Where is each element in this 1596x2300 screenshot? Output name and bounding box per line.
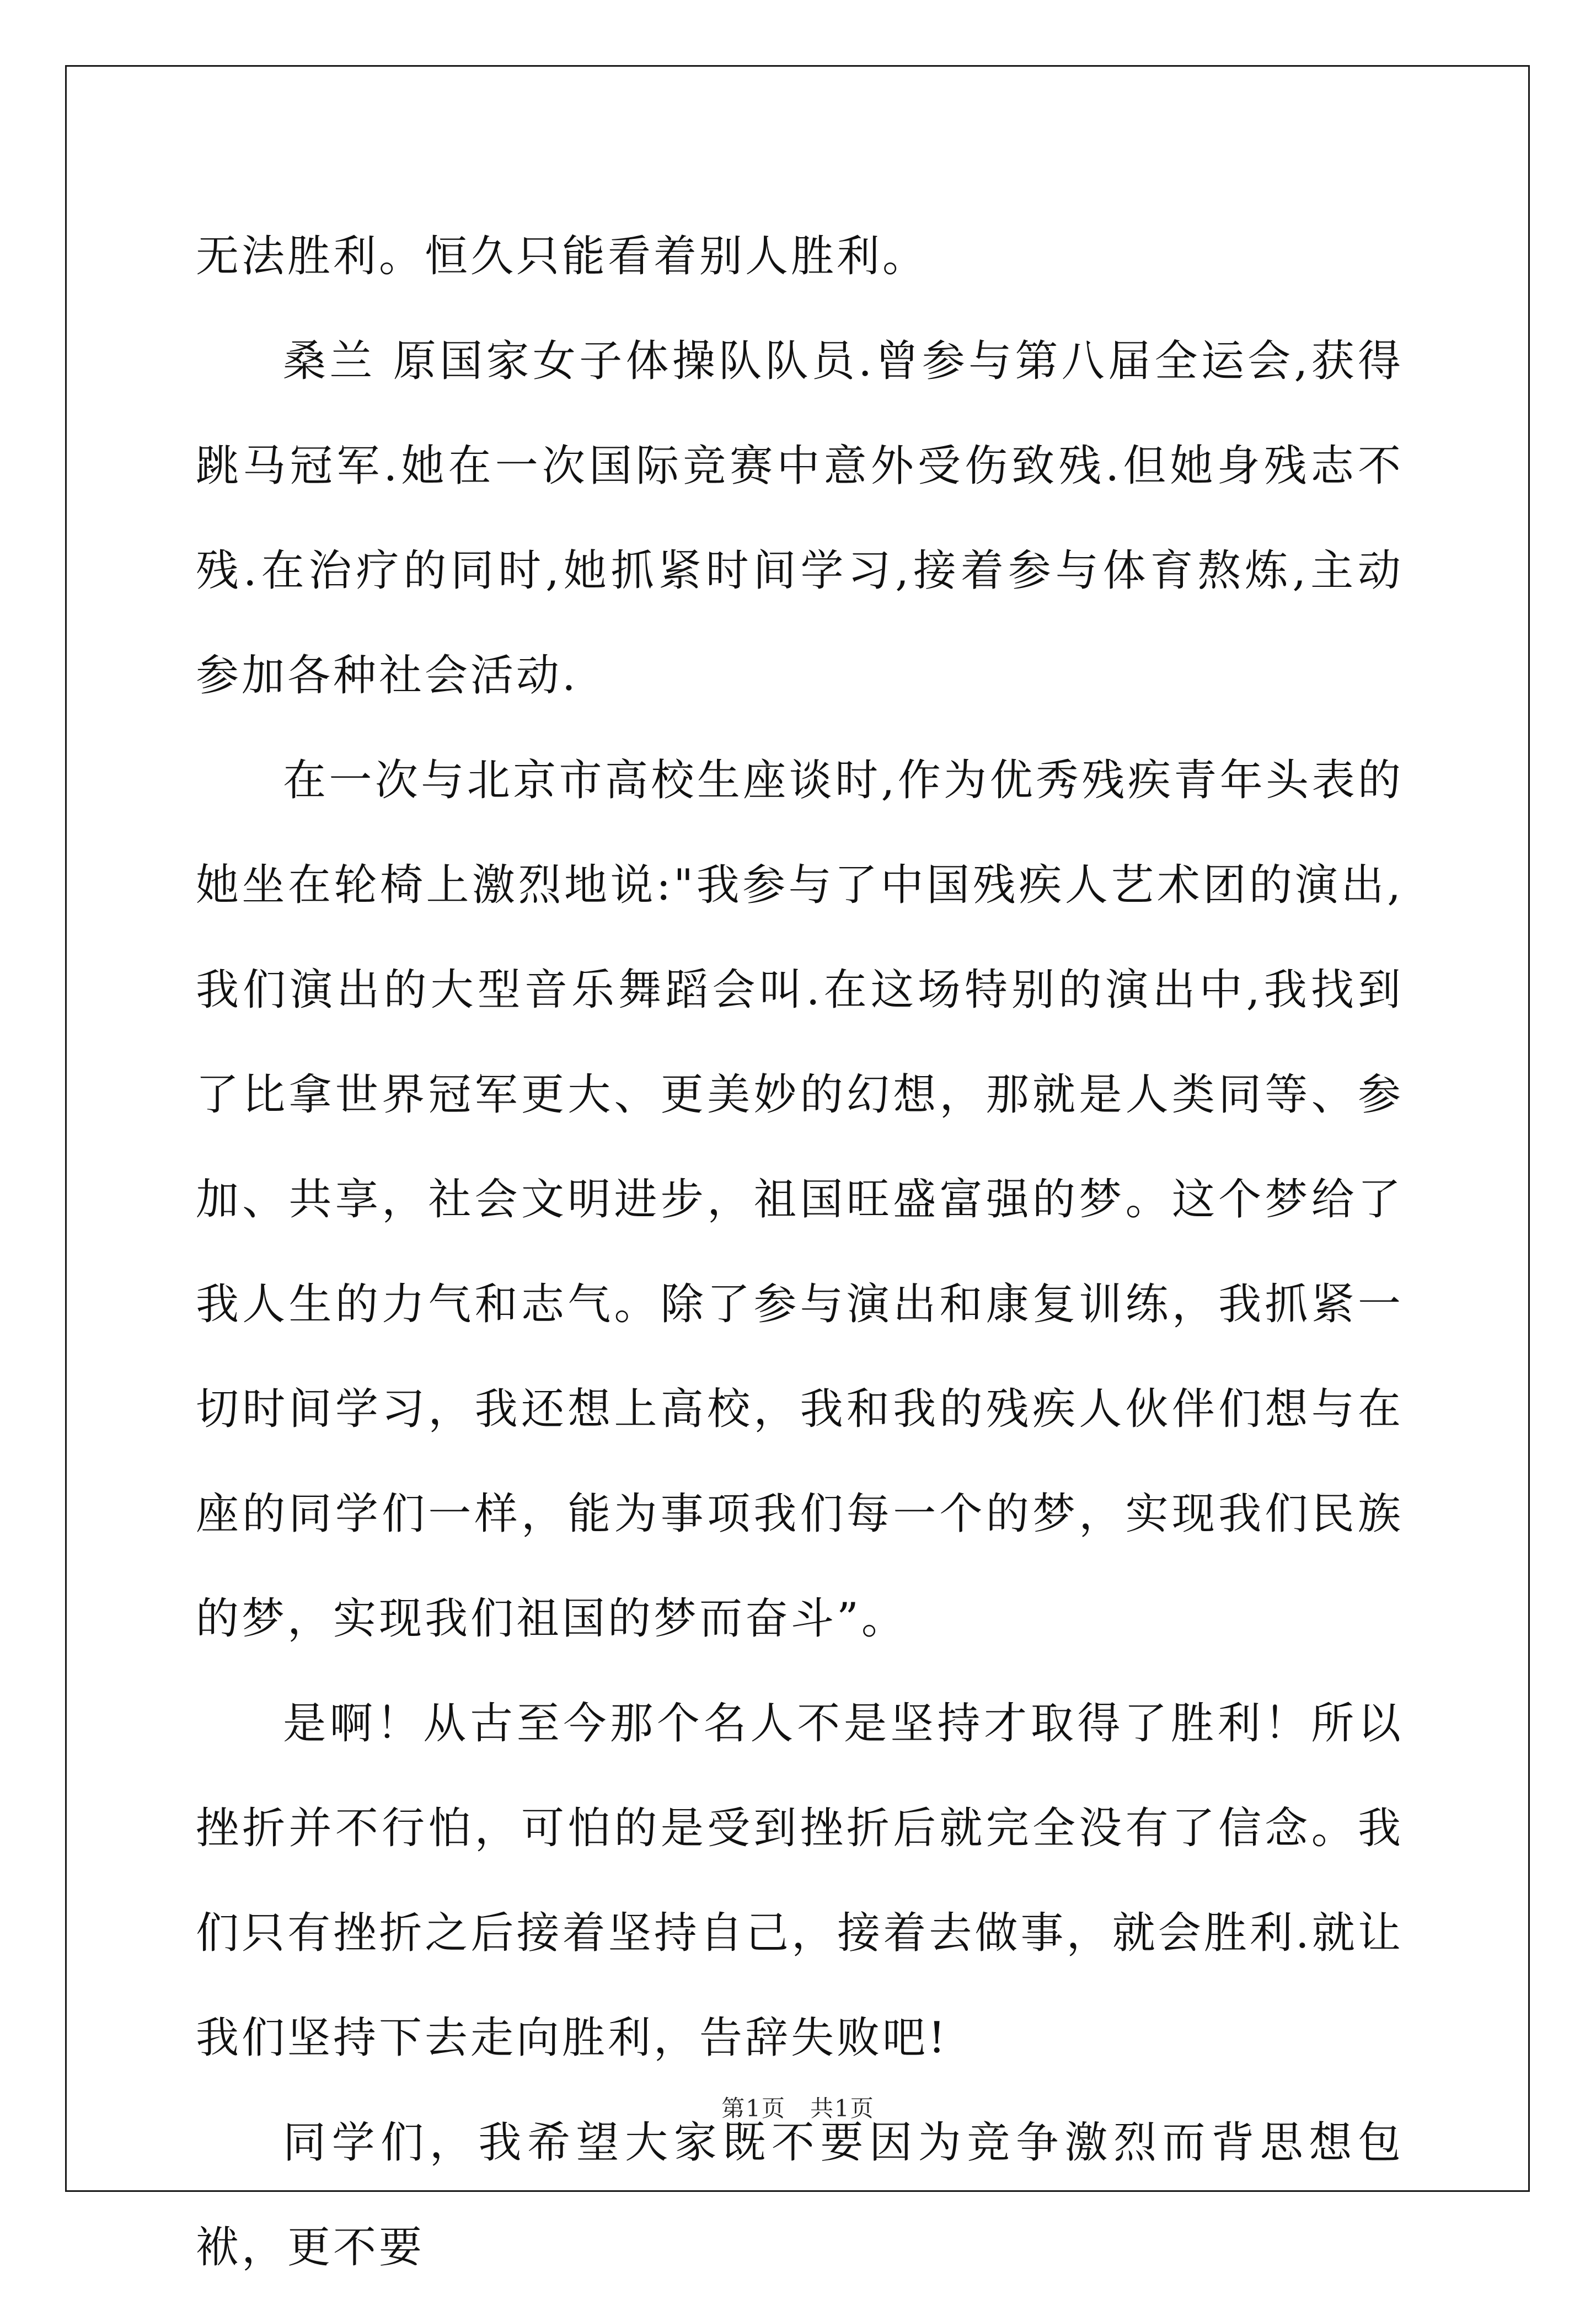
paragraph-5: 同学们，我希望大家既不要因为竞争激烈而背思想包袱，更不要 [196,2118,1404,2272]
paragraph-4: 是啊！从古至今那个名人不是坚持才取得了胜利！所以挫折并不行怕，可怕的是受到挫折后就完全没有了信念。我们只有挫折之后接着坚持自己，接着去做事，就会胜利.就让我们坚持下去走向胜利，告辞失败吧! [196,1699,1404,2063]
paragraph-3: 在一次与北京市高校生座谈时,作为优秀残疾青年头表的她坐在轮椅上激烈地说:"我参与了中国残疾人艺术团的演出,我们演出的大型音乐舞蹈会叫.在这场特别的演出中,我找到了比拿世界冠军更大、更美妙的幻想，那就是人类同等、参加、共享，社会文明进步，祖国旺盛富强的梦。这个梦给了我人生的力气和志气。除了参与演出和康复训练，我抓紧一切时间学习，我还想上高校，我和我的残疾人伙伴们想与在座的同学们一样，能为事项我们每一个的梦，实现我们民族的梦，实现我们祖国的梦而奋斗”。 [196,756,1404,1644]
paragraph-1: 无法胜利。恒久只能看着别人胜利。 [196,232,929,281]
document-body [196,204,1404,2300]
paragraph-2: 桑兰 原国家女子体操队队员.曾参与第八届全运会,获得跳马冠军.她在一次国际竞赛中意外受伤致残.但她身残志不残.在治疗的同时,她抓紧时间学习,接着参与体育熬炼,主动参加各种社会活动. [196,336,1404,700]
page-number-footer: 第1页 共1页 [721,2095,875,2122]
